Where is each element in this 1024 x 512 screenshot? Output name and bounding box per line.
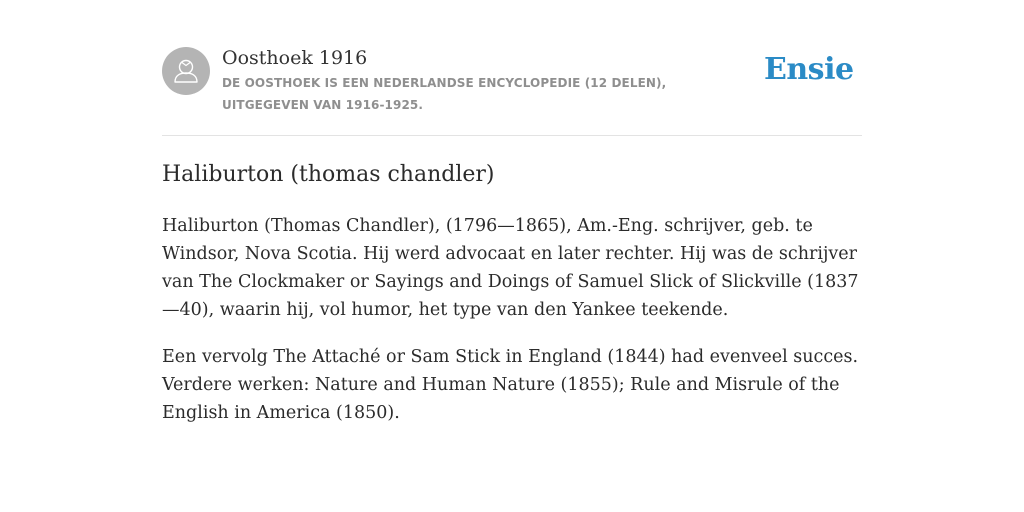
source-name[interactable]: Oosthoek 1916 [222,47,368,69]
article-paragraph: Een vervolg The Attaché or Sam Stick in England (1844) had evenveel succes. Verdere werken: Nature and Human Nature (1855); Rule and Misrule of the English in America (1850). [162,347,859,423]
user-silhouette-icon [162,47,210,95]
article-body [162,212,862,446]
source-header [162,46,862,116]
header-divider [162,135,862,136]
article-title: Haliburton (thomas chandler) [162,162,495,187]
source-description: DE OOSTHOEK IS EEN NEDERLANDSE ENCYCLOPEDIE (12 DELEN), UITGEGEVEN VAN 1916-1925. [222,76,667,112]
article-paragraph: Haliburton (Thomas Chandler), (1796—1865), Am.-Eng. schrijver, geb. te Windsor, Nova Scotia. Hij werd advocaat en later rechter. Hij was de schrijver van The Clockmaker or Sayings and Doings of Samuel Slick of Slickville (1837—40), waarin hij, vol humor, het type van den Yankee teekende. [162,216,859,320]
entry-page [162,0,862,512]
ensie-logo[interactable]: Ensie [764,52,854,87]
source-avatar[interactable] [162,47,210,95]
